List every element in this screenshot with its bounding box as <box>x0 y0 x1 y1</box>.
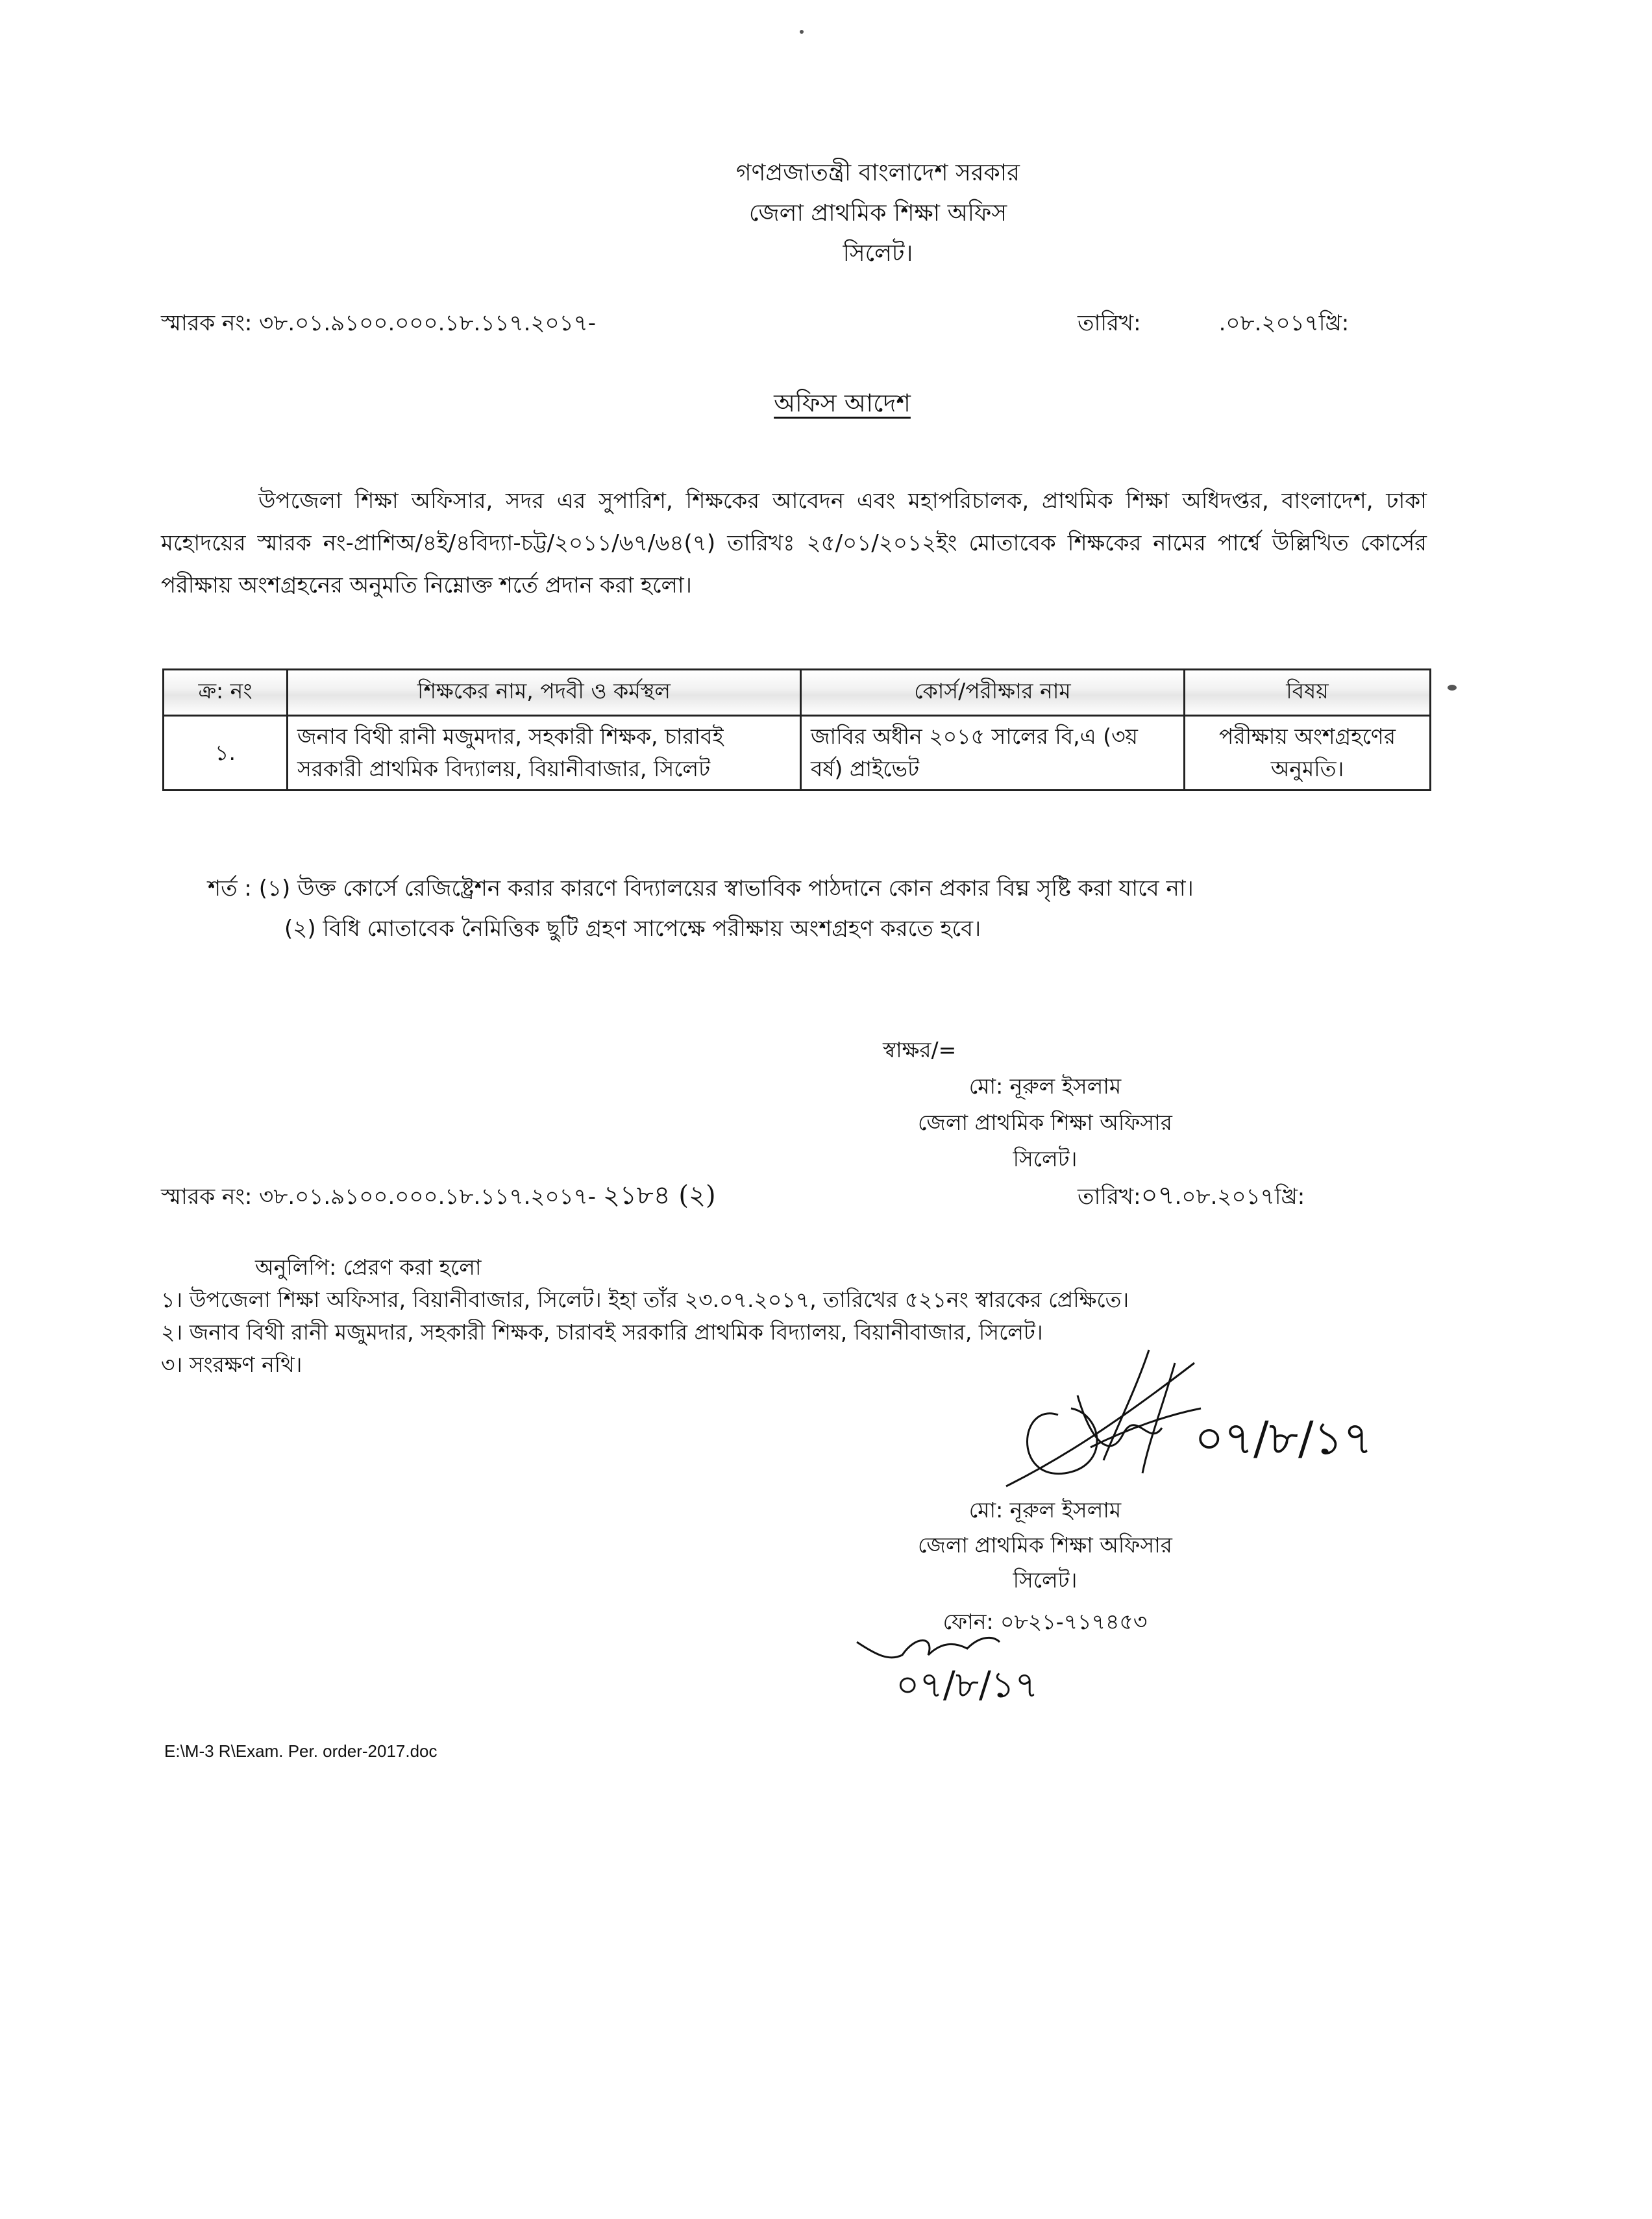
signatory-designation: জেলা প্রাথমিক শিক্ষা অফিসার <box>918 1110 1172 1135</box>
table-row <box>164 716 1431 791</box>
cell-serial: ১. <box>164 716 288 791</box>
permission-table <box>162 668 1431 791</box>
letterhead-office: জেলা প্রাথমিক শিক্ষা অফিস <box>748 200 1007 227</box>
handwritten-signature <box>980 1337 1373 1493</box>
date-bottom <box>1078 1180 1305 1211</box>
signatory-name: মো: নূরুল ইসলাম <box>968 1073 1122 1099</box>
header-teacher: শিক্ষকের নাম, পদবী ও কর্মস্থল <box>288 670 801 716</box>
table-header-row <box>164 670 1431 716</box>
signature-block-1 <box>844 1032 1246 1177</box>
handwritten-initials <box>850 1623 1058 1707</box>
letterhead-city: সিলেট। <box>843 240 913 267</box>
memo-number-top <box>161 310 596 337</box>
signature-block-2 <box>844 1493 1246 1639</box>
document-title <box>0 384 1652 426</box>
header-subject: বিষয় <box>1185 670 1431 716</box>
memo-label: স্মারক নং: <box>161 1184 253 1210</box>
signatory-place: সিলেট। <box>1013 1146 1078 1171</box>
signatory-name: মো: নূরুল ইসলাম <box>968 1497 1122 1523</box>
cell-subject: পরীক্ষায় অংশগ্রহণের অনুমতি। <box>1185 716 1431 791</box>
date-label: তারিখ: <box>1078 310 1141 336</box>
signatory-phone: ফোন: ০৮২১-৭১৭৪৫৩ <box>943 1609 1148 1634</box>
memo-number: ৩৮.০১.৯১০০.০০০.১৮.১১৭.২০১৭- <box>259 310 597 336</box>
condition-2 <box>208 909 1194 949</box>
date-label: তারিখ: <box>1078 1184 1141 1210</box>
condition-1 <box>208 868 1194 909</box>
conditions-label: শর্ত : <box>208 876 252 901</box>
initials-date: ০৭/৮/১৭ <box>896 1664 1039 1706</box>
signature-date: ০৭/৮/১৭ <box>1194 1412 1373 1465</box>
scan-speck <box>1448 685 1457 691</box>
signatory-designation: জেলা প্রাথমিক শিক্ষা অফিসার <box>918 1532 1172 1558</box>
signed-mark: স্বাক্ষর/= <box>883 1037 957 1062</box>
date-value: .০৮.২০১৭খ্রি: <box>1174 1184 1305 1210</box>
date-top <box>1078 310 1349 337</box>
date-value: .০৮.২০১৭খ্রি: <box>1218 310 1350 336</box>
handwritten-memo-suffix: ২১৮৪ (২) <box>602 1181 716 1210</box>
office-order-title: অফিস আদেশ <box>774 389 911 417</box>
header-course: কোর্স/পরীক্ষার নাম <box>801 670 1185 716</box>
cell-teacher: জনাব বিথী রানী মজুমদার, সহকারী শিক্ষক, চারাবই সরকারী প্রাথমিক বিদ্যালয়, বিয়ানীবাজার, সিলেট <box>288 716 801 791</box>
copy-to-heading: অনুলিপি: প্রেরণ করা হলো <box>255 1255 482 1280</box>
list-item: ২। জনাব বিথী রানী মজুমদার, সহকারী শিক্ষক, চারাবই সরকারি প্রাথমিক বিদ্যালয়, বিয়ানীবাজার, সিলেট। <box>161 1319 1043 1345</box>
body-text: উপজেলা শিক্ষা অফিসার, সদর এর সুপারিশ, শিক্ষকের আবেদন এবং মহাপরিচালক, প্রাথমিক শিক্ষা অধিদপ্তর, বাংলাদেশ, ঢাকা মহোদয়ের স্মারক নং-প্রাশিঅ/৪ই/৪বিদ্যা-চট্ট/২০১১/৬৭/৬৪(৭) তারিখঃ ২৫/০১/২০১২ইং মোতাবেক শিক্ষকের নামের পার্শ্বে উল্লিখিত কোর্সের পরীক্ষায় অংশগ্রহনের অনুমতি নিম্নোক্ত শর্তে প্রদান করা হলো। <box>161 488 1427 598</box>
condition-2-text: (২) বিধি মোতাবেক নৈমিত্তিক ছুটি গ্রহণ সাপেক্ষে পরীক্ষায় অংশগ্রহণ করতে হবে। <box>284 916 981 942</box>
list-item: ৩। সংরক্ষণ নথি। <box>161 1352 302 1377</box>
scan-speck <box>800 30 804 34</box>
memo-number-bottom <box>161 1180 716 1211</box>
letterhead <box>0 153 1652 274</box>
memo-label: স্মারক নং: <box>161 310 253 336</box>
cell-course: জাবির অধীন ২০১৫ সালের বি,এ (৩য় বর্ষ) প্রাইভেট <box>801 716 1185 791</box>
conditions <box>208 868 1194 949</box>
memo-number: ৩৮.০১.৯১০০.০০০.১৮.১১৭.২০১৭- <box>259 1184 597 1210</box>
body-paragraph <box>161 480 1427 607</box>
signatory-place: সিলেট। <box>1013 1567 1078 1593</box>
file-path-footer: E:\M-3 R\Exam. Per. order-2017.doc <box>164 1741 438 1761</box>
handwritten-day: ০৭ <box>1140 1181 1175 1210</box>
letterhead-government: গণপ্রজাতন্ত্রী বাংলাদেশ সরকার <box>735 160 1020 186</box>
header-serial: ক্র: নং <box>164 670 288 716</box>
list-item: ১। উপজেলা শিক্ষা অফিসার, বিয়ানীবাজার, সিলেট। ইহা তাঁর ২৩.০৭.২০১৭, তারিখের ৫২১নং স্বারকের প্রেক্ষিতে। <box>161 1287 1129 1312</box>
condition-1-text: (১) উক্ত কোর্সে রেজিষ্ট্রেশন করার কারণে বিদ্যালয়ের স্বাভাবিক পাঠদানে কোন প্রকার বিঘ্ন সৃষ্টি করা যাবে না। <box>258 876 1194 901</box>
